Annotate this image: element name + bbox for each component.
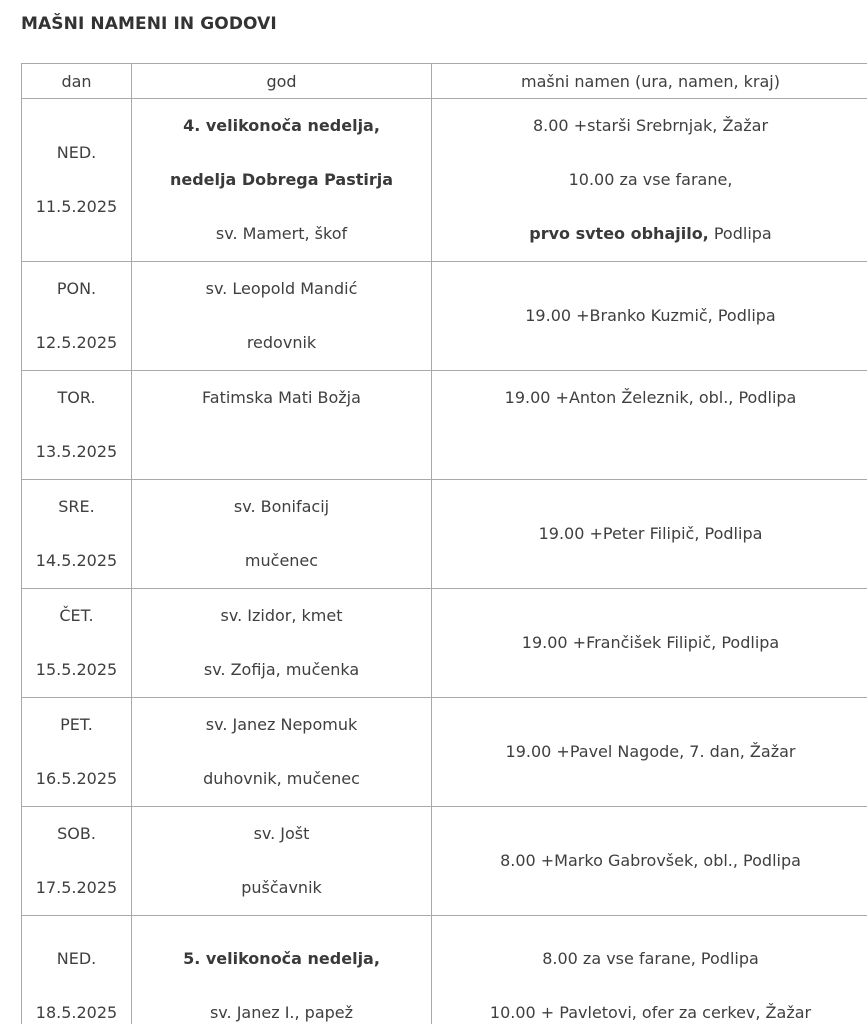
feast-line: sv. Zofija, mučenka	[203, 660, 360, 679]
feast-line: sv. Mamert, škof	[215, 224, 348, 243]
table-row	[22, 371, 867, 480]
mass-intention-line	[436, 207, 865, 261]
mass-intention-cell	[432, 371, 867, 480]
mass-intention-line: 8.00 +Marko Gabrovšek, obl., Podlipa	[500, 851, 801, 870]
day-date: 12.5.2025	[35, 333, 118, 352]
feast-line: sv. Leopold Mandić	[205, 279, 358, 298]
mass-intention-cell	[432, 698, 867, 807]
feast-line: duhovnik, mučenec	[203, 769, 360, 788]
mass-schedule-table	[21, 63, 867, 1024]
day-name: ČET.	[59, 606, 94, 625]
mass-intention-cell	[432, 916, 867, 1024]
column-header-god: god	[132, 64, 432, 99]
feast-cell	[132, 916, 432, 1024]
feast-line: sv. Izidor, kmet	[220, 606, 343, 625]
mass-intention-cell	[432, 262, 867, 371]
feast-line: sv. Bonifacij	[233, 497, 330, 516]
table-row	[22, 99, 867, 262]
day-date: 11.5.2025	[35, 197, 118, 216]
mass-intention-cell	[432, 589, 867, 698]
feast-line: redovnik	[246, 333, 317, 352]
day-cell	[22, 698, 132, 807]
feast-line: puščavnik	[241, 878, 322, 897]
feast-line: sv. Jošt	[253, 824, 310, 843]
feast-line: nedelja Dobrega Pastirja	[169, 170, 394, 189]
day-name: SOB.	[57, 824, 96, 843]
table-row	[22, 807, 867, 916]
mass-intention-cell	[432, 480, 867, 589]
feast-line: 5. velikonoča nedelja,	[183, 948, 380, 968]
feast-cell	[132, 807, 432, 916]
feast-line: sv. Janez Nepomuk	[205, 715, 358, 734]
mass-intention-line: 19.00 +Frančišek Filipič, Podlipa	[521, 633, 780, 652]
mass-intention-line: 19.00 +Peter Filipič, Podlipa	[538, 524, 763, 543]
mass-intention-line: 10.00 + Pavletovi, ofer za cerkev, Žažar	[489, 1002, 812, 1022]
day-date: 15.5.2025	[35, 660, 118, 679]
column-header-dan: dan	[22, 64, 132, 99]
feast-line: sv. Janez I., papež	[209, 1002, 354, 1022]
feast-line: 4. velikonoča nedelja,	[183, 116, 380, 135]
day-cell	[22, 262, 132, 371]
day-name: TOR.	[57, 388, 96, 407]
day-cell	[22, 916, 132, 1024]
day-cell	[22, 807, 132, 916]
day-name: SRE.	[58, 497, 95, 516]
table-row	[22, 480, 867, 589]
day-date: 17.5.2025	[35, 878, 118, 897]
mass-intention-line: 10.00 za vse farane,	[568, 170, 733, 189]
page-title: MAŠNI NAMENI IN GODOVI	[21, 14, 277, 34]
day-name: NED.	[56, 143, 97, 162]
day-date: 18.5.2025	[35, 1002, 118, 1022]
feast-cell	[132, 589, 432, 698]
table-row	[22, 262, 867, 371]
feast-line: Fatimska Mati Božja	[202, 388, 361, 407]
day-name: PET.	[60, 715, 93, 734]
mass-intention-line: 8.00 za vse farane, Podlipa	[542, 948, 759, 968]
day-name: NED.	[56, 948, 97, 968]
mass-intention-line: 19.00 +Anton Železnik, obl., Podlipa	[504, 388, 797, 407]
mass-intention-line: 8.00 +starši Srebrnjak, Žažar	[532, 116, 769, 135]
day-cell	[22, 371, 132, 480]
feast-cell	[132, 698, 432, 807]
feast-line: mučenec	[244, 551, 319, 570]
column-header-namen: mašni namen (ura, namen, kraj)	[432, 64, 867, 99]
day-cell	[22, 99, 132, 262]
table-row	[22, 589, 867, 698]
feast-cell	[132, 480, 432, 589]
day-date: 16.5.2025	[35, 769, 118, 788]
feast-cell	[132, 262, 432, 371]
mass-intention-bold: prvo svteo obhajilo,	[529, 224, 709, 243]
mass-intention-line: 19.00 +Branko Kuzmič, Podlipa	[525, 306, 776, 325]
mass-intention-line: 19.00 +Pavel Nagode, 7. dan, Žažar	[505, 742, 796, 761]
mass-intention-cell	[432, 807, 867, 916]
day-cell	[22, 480, 132, 589]
feast-cell	[132, 371, 432, 480]
mass-intention-cell	[432, 99, 867, 262]
day-date: 14.5.2025	[35, 551, 118, 570]
day-date: 13.5.2025	[35, 442, 118, 461]
table-header-row	[22, 64, 867, 99]
feast-cell	[132, 99, 432, 262]
table-row	[22, 698, 867, 807]
day-name: PON.	[56, 279, 97, 298]
table-row	[22, 916, 867, 1024]
mass-intention-rest: Podlipa	[708, 224, 772, 243]
day-cell	[22, 589, 132, 698]
